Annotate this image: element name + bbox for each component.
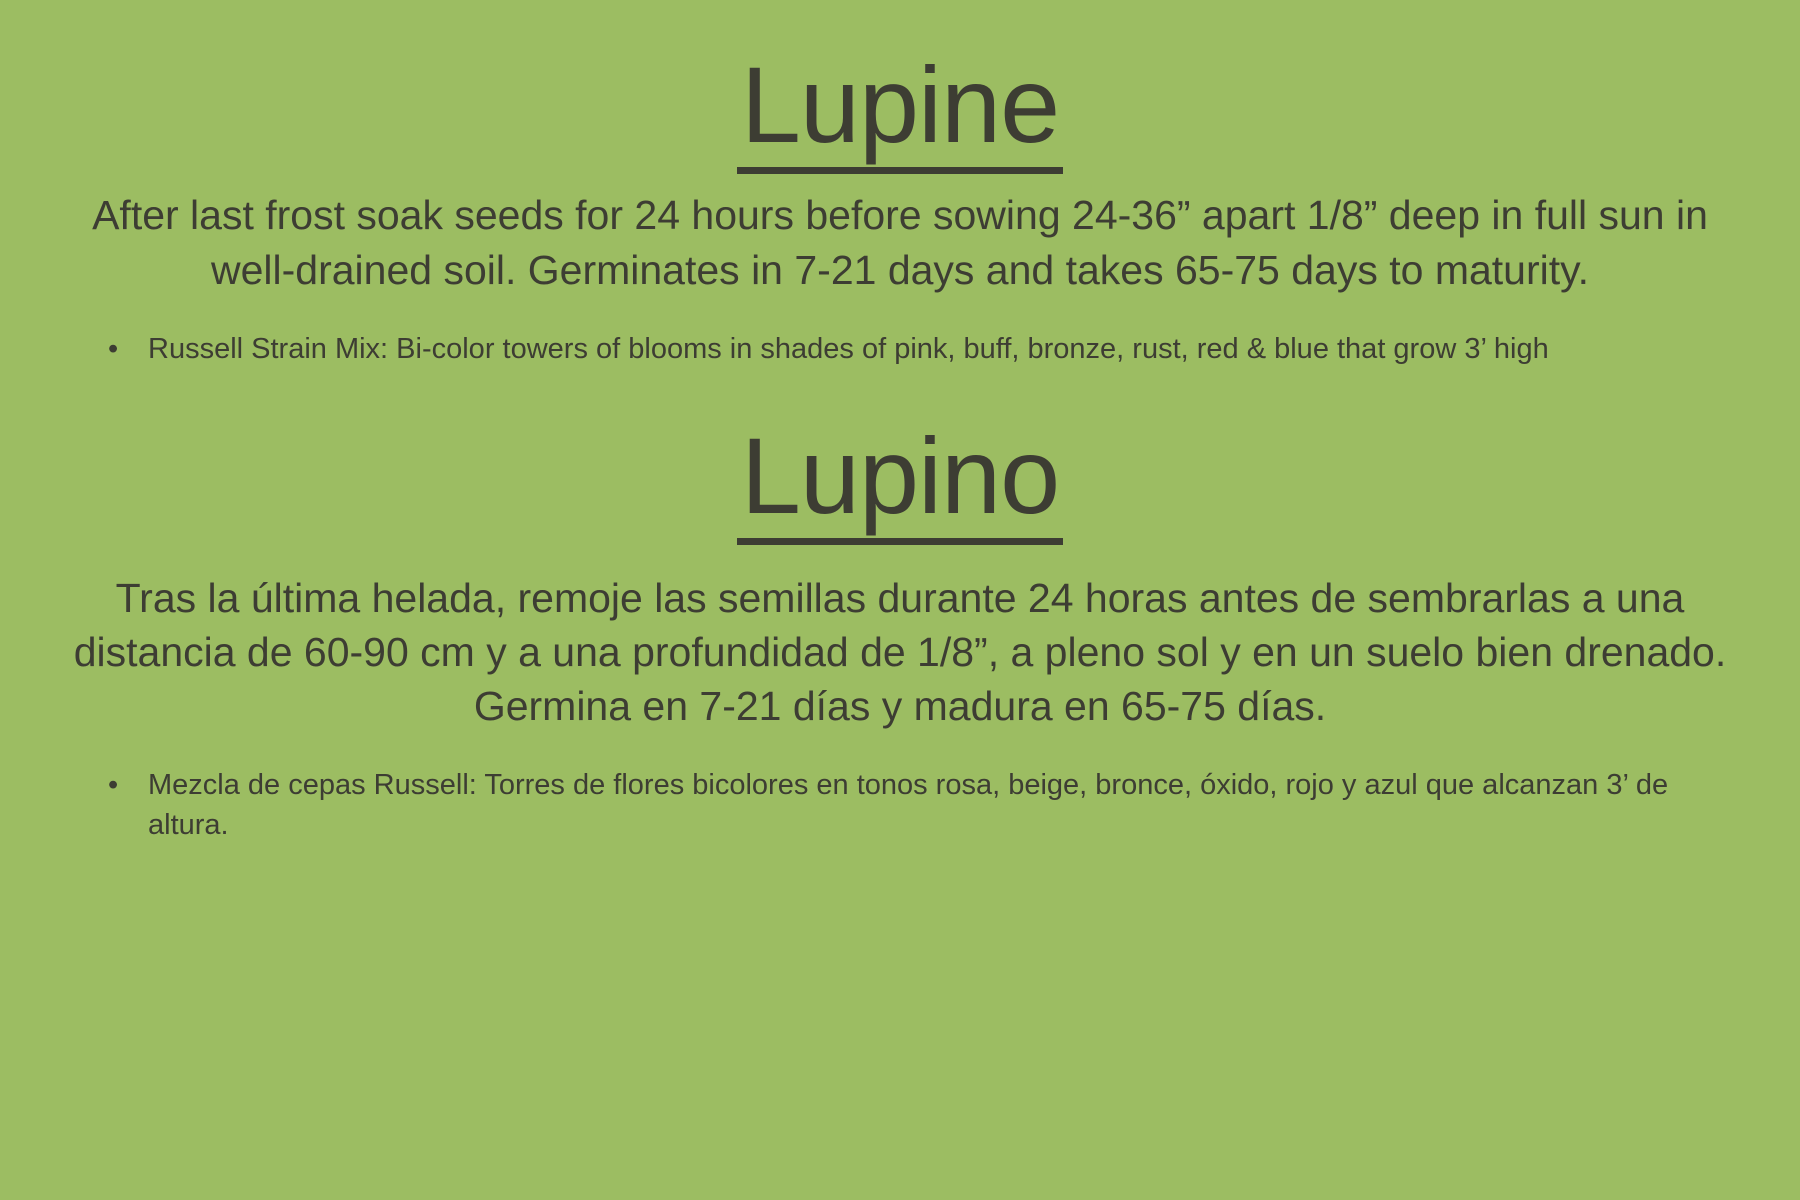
bullet-icon: •: [108, 332, 119, 365]
list-item: [90, 329, 1720, 369]
growing-instructions-english: After last frost soak seeds for 24 hours before sowing 24-36” apart 1/8” deep in full sun in well-drained soil. Germinates in 7-21 days and takes 65-75 days to maturity.: [92, 192, 1708, 293]
variety-list-spanish: [40, 765, 1760, 845]
list-item: [90, 765, 1720, 845]
growing-instructions-spanish: Tras la última helada, remoje las semillas durante 24 horas antes de sembrarlas a una distancia de 60-90 cm y a una profundidad de 1/8”, a pleno sol y en un suelo bien drenado. Germina en 7-21 días y madura en 65-75 días.: [73, 575, 1727, 730]
section-spanish: [40, 414, 1760, 852]
section-english: [40, 44, 1760, 375]
bullet-icon: •: [108, 769, 119, 802]
list-item-label: Russell Strain Mix: Bi-color towers of blooms in shades of pink, buff, bronze, rust, red & blue that grow 3’ high: [148, 332, 1549, 365]
list-item-label: Mezcla de cepas Russell: Torres de flores bicolores en tonos rosa, beige, bronce, óxido, rojo y azul que alcanzan 3’ de altura.: [148, 769, 1669, 842]
page-title-english-text: Lupine: [737, 48, 1063, 174]
page-title-english: [40, 44, 1760, 174]
variety-list-english: [40, 329, 1760, 369]
page-title-spanish: [40, 414, 1760, 545]
page-title-spanish-text: Lupino: [737, 419, 1063, 545]
